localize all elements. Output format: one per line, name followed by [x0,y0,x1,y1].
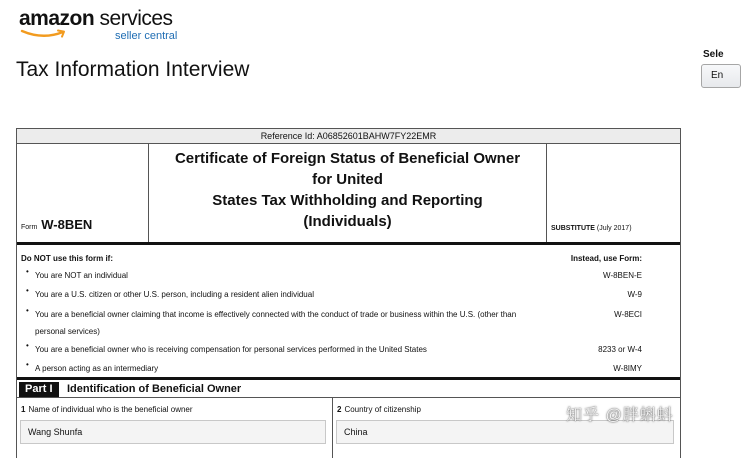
owner-name-field [17,398,333,458]
page-title: Tax Information Interview [16,58,250,81]
owner-name-input[interactable]: Wang Shunfa [20,420,326,444]
condition-text: You are NOT an individual [35,271,128,280]
alternate-form: W-8BEN-E [603,271,642,280]
reference-id: Reference Id: A06852601BAHW7FY22EMR [17,129,680,144]
language-select-label: Sele [703,49,724,60]
form-title-line: for United [312,171,383,188]
amazon-smile-icon [21,29,67,39]
substitute-label: SUBSTITUTE [551,225,595,232]
field-number: 2 [337,405,342,414]
form-number-cell [17,144,149,242]
substitute-cell [547,144,681,242]
alternate-form: W-9 [627,290,642,299]
part-1-header [17,380,680,398]
alternate-form: 8233 or W-4 [598,345,642,354]
field-label: Name of individual who is the beneficial owner [28,405,193,414]
condition-text: You are a beneficial owner who is receiving compensation for personal services performed in the United States [35,345,427,354]
part-badge: Part I [19,382,59,397]
form-header [17,144,680,245]
bullet-icon: • [26,341,29,350]
form-title-line: (Individuals) [303,213,392,230]
form-title-line: Certificate of Foreign Status of Beneficial Owner [174,150,521,167]
alternate-form: W-8ECI [614,310,642,319]
form-prefix: Form [21,224,38,231]
field-number: 1 [21,405,26,414]
bullet-icon: • [26,306,29,315]
zhihu-watermark: 知乎 @胖蝌蚪 [566,407,674,424]
field-label: Country of citizenship [344,405,421,414]
form-title [149,144,547,242]
form-title-line: States Tax Withholding and Reporting [212,192,483,209]
do-not-use-section [17,245,680,380]
condition-text: You are a beneficial owner claiming that income is effectively connected with the conduct of trade or business within the U.S. (other than personal services) [35,310,517,336]
language-select[interactable]: En [701,64,741,88]
substitute-date: (July 2017) [594,225,632,232]
part-title: Identification of Beneficial Owner [67,383,242,395]
form-number: W-8BEN [41,217,93,232]
alternate-form: W-8IMY [613,364,642,373]
condition-text: You are a U.S. citizen or other U.S. person, including a resident alien individual [35,290,314,299]
do-not-use-heading: Do NOT use this form if: [21,254,113,263]
logo-subtitle: seller central [115,30,178,42]
bullet-icon: • [26,360,29,369]
logo-word-amazon: amazon [19,7,95,30]
condition-text: A person acting as an intermediary [35,364,159,373]
logo-word-services: services [94,7,173,30]
amazon-services-logo[interactable] [19,7,179,42]
citizenship-input[interactable]: China [336,420,674,444]
instead-use-heading: Instead, use Form: [570,254,642,263]
bullet-icon: • [26,267,29,276]
bullet-icon: • [26,286,29,295]
